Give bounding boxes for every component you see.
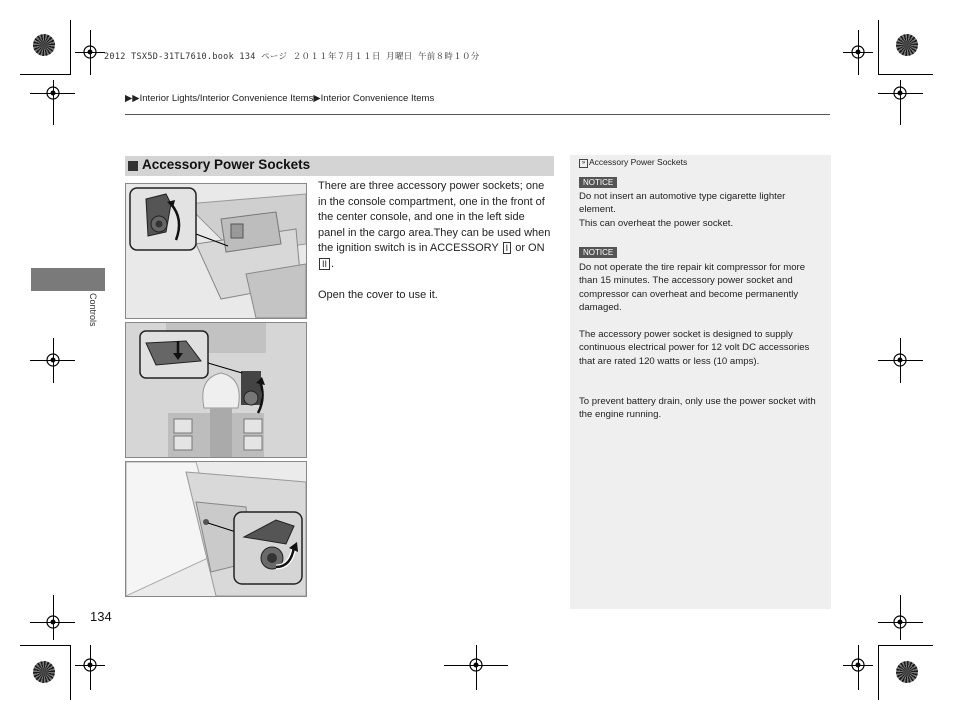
color-bar-rosette — [896, 34, 918, 56]
breadcrumb-arrow: ▶▶ — [125, 93, 140, 104]
illustration-center-console — [125, 322, 307, 458]
instruction-paragraph: Open the cover to use it. — [318, 288, 438, 301]
color-bar-rosette — [33, 661, 55, 683]
chapter-tab[interactable] — [31, 268, 105, 291]
notice-badge: NOTICE — [579, 247, 617, 258]
sidebar-reference-title: Accessory Power Sockets — [589, 157, 688, 167]
section-title: Accessory Power Sockets — [142, 157, 311, 172]
reference-arrow-icon: » — [579, 159, 588, 168]
body-paragraph: There are three accessory power sockets; one in the console compartment, one in the front of the center console, and one in the left side panel in the cargo area.They can be used when the ignition switch is in ACCESSORY I or ON II . — [318, 180, 551, 270]
key-accessory-icon: I — [503, 242, 512, 254]
print-header: 2012 TSX5D-31TL7610.book 134 ページ ２０１１年７月１１日 月曜日 午前８時１０分 — [104, 52, 480, 62]
color-bar-rosette — [896, 661, 918, 683]
color-bar-rosette — [33, 34, 55, 56]
sidebar-paragraph: To prevent battery drain, only use the power socket with the engine running. — [579, 396, 816, 421]
sidebar-reference[interactable] — [579, 157, 687, 168]
illustration-console-compartment — [125, 183, 307, 319]
breadcrumb-arrow: ▶ — [313, 93, 321, 104]
sidebar-paragraph: The accessory power socket is designed to supply continuous electrical power for 12 volt DC accessories that are rated 120 watts or less (10 amps). — [579, 329, 810, 367]
key-on-icon: II — [319, 258, 330, 270]
header-divider — [125, 114, 830, 115]
chapter-tab-label: Controls — [88, 293, 98, 327]
sidebar-notes — [570, 155, 831, 609]
section-marker-icon — [128, 161, 138, 171]
notice-badge: NOTICE — [579, 177, 617, 188]
breadcrumb — [125, 93, 434, 104]
section-heading — [125, 156, 554, 176]
illustration-cargo-area — [125, 461, 307, 597]
notice-text: Do not insert an automotive type cigarette lighter element. This can overheat the power socket. — [579, 191, 786, 229]
breadcrumb-link-interior-lights[interactable]: Interior Lights/Interior Convenience Items — [139, 93, 314, 104]
page-number: 134 — [90, 609, 112, 624]
section-body — [318, 179, 554, 303]
breadcrumb-link-convenience-items[interactable]: Interior Convenience Items — [320, 93, 435, 104]
notice-text: Do not operate the tire repair kit compressor for more than 15 minutes. The accessory power socket and compressor can overheat and become permanently damaged. — [579, 262, 806, 313]
